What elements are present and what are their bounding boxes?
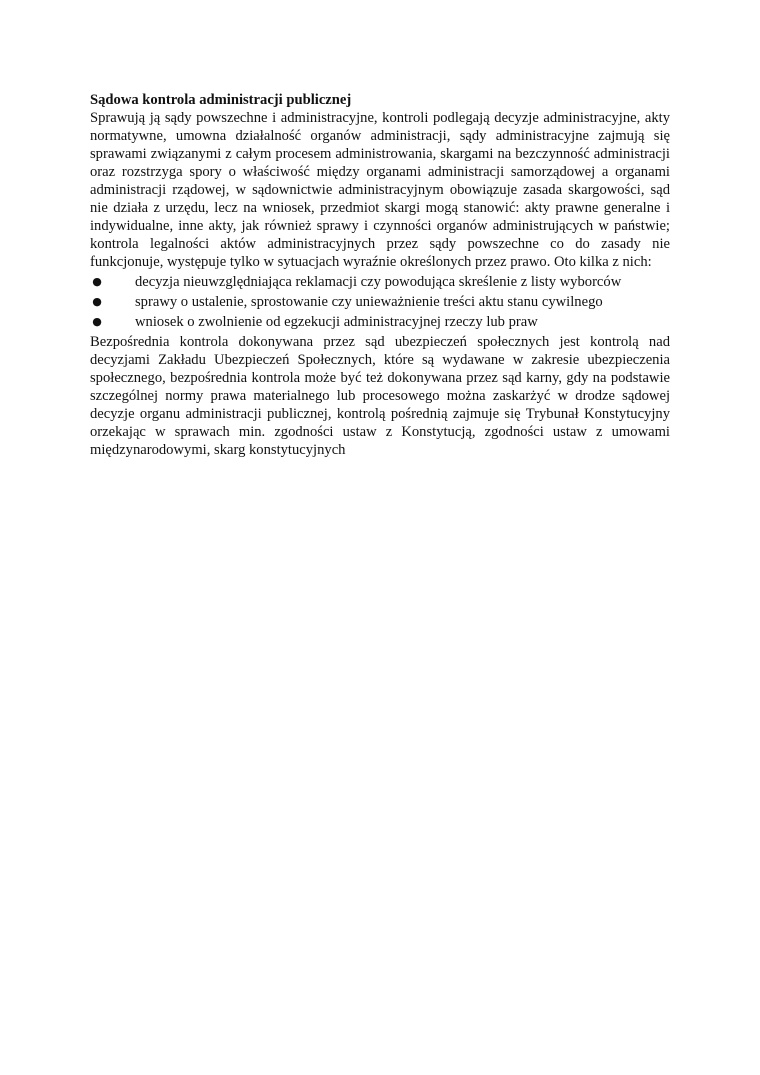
document-title: Sądowa kontrola administracji publicznej: [90, 92, 352, 108]
document-body: [90, 91, 670, 459]
list-item-text: sprawy o ustalenie, sprostowanie czy unieważnienie treści aktu stanu cywilnego: [135, 294, 603, 310]
bullet-icon: ●: [92, 295, 102, 308]
list-item: [90, 292, 670, 312]
list-item-text: decyzja nieuwzględniająca reklamacji czy powodująca skreślenie z listy wyborców: [135, 274, 622, 290]
list-item-text: wniosek o zwolnienie od egzekucji administracyjnej rzeczy lub praw: [135, 314, 538, 330]
bullet-list: [90, 272, 670, 332]
bullet-icon: ●: [92, 275, 102, 288]
intro-paragraph: Sprawują ją sądy powszechne i administracyjne, kontroli podlegają decyzje administracyjne, akty normatywne, umowna działalność organów administracji, sądy administracyjne zajmują się sprawami związanymi z całym procesem administrowania, skargami na bezczynność administracji oraz rozstrzyga spory o właściwość między organami administracji samorządowej a organami administracji rządowej, w sądownictwie administracyjnym obowiązuje zasada skargowości, sąd nie działa z urzędu, lecz na wniosek, przedmiot skargi mogą stanowić: akty prawne generalne i indywidualne, inne akty, jak również sprawy i czynności organów administrujących w państwie; kontrola legalności aktów administracyjnych przez sądy powszechne co do zasady nie funkcjonuje, występuje tylko w sytuacjach wyraźnie określonych przez prawo. Oto kilka z nich:: [90, 110, 670, 270]
bullet-icon: ●: [92, 315, 102, 328]
list-item: [90, 312, 670, 332]
closing-paragraph: Bezpośrednia kontrola dokonywana przez sąd ubezpieczeń społecznych jest kontrolą nad decyzjami Zakładu Ubezpieczeń Społecznych, które są wydawane w zakresie ubezpieczenia społecznego, bezpośrednia kontrola może być też dokonywana przez sąd karny, gdy na podstawie szczególnej normy prawa materialnego lub procesowego można zaskarżyć w drodze sądowej decyzje organu administracji publicznej, kontrolą pośrednią zajmuje się Trybunał Konstytucyjny orzekając w sprawach min. zgodności ustaw z Konstytucją, zgodności ustaw z umowami międzynarodowymi, skarg konstytucyjnych: [90, 334, 670, 458]
list-item: [90, 272, 670, 292]
